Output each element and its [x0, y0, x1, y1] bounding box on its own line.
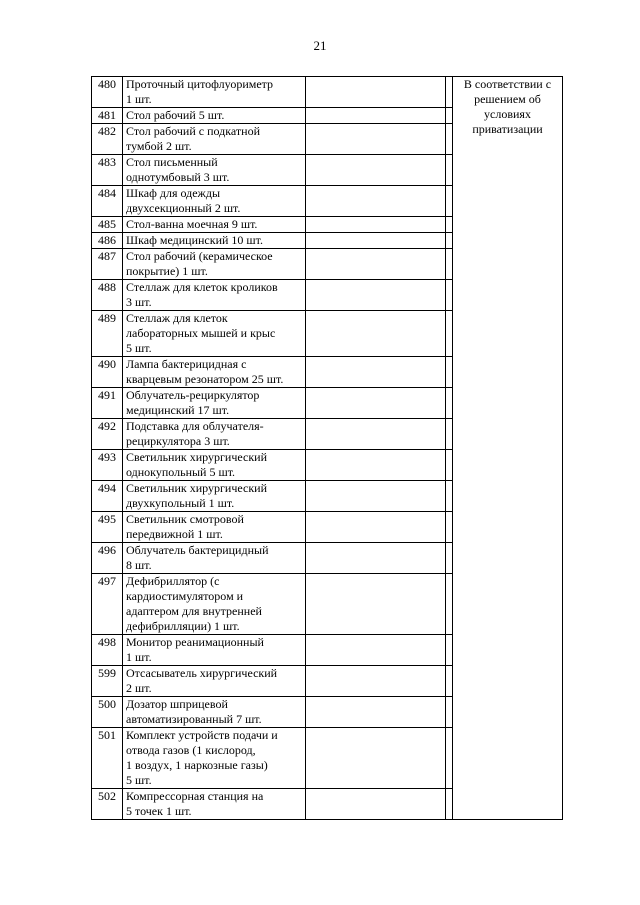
row-number: 502 [92, 789, 123, 820]
item-name-line: Лампа бактерицидная с [126, 357, 247, 371]
empty-cell [446, 388, 453, 419]
empty-cell [446, 357, 453, 388]
empty-cell [446, 697, 453, 728]
item-name-line: кардиостимулятором и [126, 589, 244, 603]
item-name-line: дефибрилляции) 1 шт. [126, 619, 240, 633]
item-name-line: медицинский 17 шт. [126, 403, 230, 417]
item-name-cell [123, 450, 306, 481]
item-name-line: Комплект устройств подачи и [126, 728, 278, 742]
empty-cell [446, 249, 453, 280]
empty-cell [306, 155, 446, 186]
item-name-line: Стол-ванна моечная 9 шт. [126, 217, 258, 231]
item-name-cell [123, 124, 306, 155]
row-number: 496 [92, 543, 123, 574]
item-name-line: Облучатель-рециркулятор [126, 388, 260, 402]
row-number: 498 [92, 635, 123, 666]
row-number: 492 [92, 419, 123, 450]
row-number: 480 [92, 77, 123, 108]
item-name-line: 1 шт. [126, 92, 152, 106]
item-name-line: кварцевым резонатором 25 шт. [126, 372, 284, 386]
row-number: 483 [92, 155, 123, 186]
empty-cell [306, 108, 446, 124]
row-number: 485 [92, 217, 123, 233]
item-name-cell [123, 311, 306, 357]
empty-cell [306, 217, 446, 233]
item-name-line: 5 шт. [126, 773, 152, 787]
row-number: 491 [92, 388, 123, 419]
item-name-line: Дозатор шприцевой [126, 697, 228, 711]
item-name-cell [123, 543, 306, 574]
row-number: 500 [92, 697, 123, 728]
empty-cell [306, 388, 446, 419]
item-name-line: Светильник смотровой [126, 512, 244, 526]
item-name-line: Светильник хирургический [126, 481, 267, 495]
item-name-line: лабораторных мышей и крыс [126, 326, 276, 340]
empty-cell [446, 481, 453, 512]
item-name-line: Стол письменный [126, 155, 218, 169]
item-name-line: Отсасыватель хирургический [126, 666, 278, 680]
empty-cell [306, 124, 446, 155]
empty-cell [446, 217, 453, 233]
item-name-cell [123, 481, 306, 512]
item-name-line: Компрессорная станция на [126, 789, 264, 803]
empty-cell [446, 233, 453, 249]
empty-cell [446, 108, 453, 124]
item-name-line: Шкаф для одежды [126, 186, 221, 200]
empty-cell [306, 249, 446, 280]
empty-cell [306, 635, 446, 666]
item-name-cell [123, 77, 306, 108]
row-number: 490 [92, 357, 123, 388]
item-name-line: Стол рабочий 5 шт. [126, 108, 225, 122]
item-name-line: Стеллаж для клеток [126, 311, 228, 325]
empty-cell [446, 77, 453, 108]
item-name-cell [123, 419, 306, 450]
item-name-cell [123, 249, 306, 280]
item-name-cell [123, 217, 306, 233]
empty-cell [446, 789, 453, 820]
item-name-line: Шкаф медицинский 10 шт. [126, 233, 263, 247]
row-number: 493 [92, 450, 123, 481]
item-name-cell [123, 155, 306, 186]
item-name-line: однотумбовый 3 шт. [126, 170, 230, 184]
item-name-cell [123, 666, 306, 697]
item-name-cell [123, 388, 306, 419]
item-name-line: адаптером для внутренней [126, 604, 262, 618]
row-number: 501 [92, 728, 123, 789]
empty-cell [306, 77, 446, 108]
row-number: 599 [92, 666, 123, 697]
empty-cell [306, 574, 446, 635]
row-number: 481 [92, 108, 123, 124]
empty-cell [306, 233, 446, 249]
row-number: 486 [92, 233, 123, 249]
privatization-note: В соответствии с решением об условиях приватизации [453, 77, 563, 820]
item-name-line: Стол рабочий (керамическое [126, 249, 273, 263]
item-name-line: Дефибриллятор (с [126, 574, 220, 588]
empty-cell [446, 124, 453, 155]
item-name-line: двухкупольный 1 шт. [126, 496, 235, 510]
item-name-line: рециркулятора 3 шт. [126, 434, 230, 448]
row-number: 497 [92, 574, 123, 635]
empty-cell [306, 697, 446, 728]
row-number: 494 [92, 481, 123, 512]
property-table [91, 76, 563, 820]
item-name-line: Светильник хирургический [126, 450, 267, 464]
item-name-line: Подставка для облучателя- [126, 419, 264, 433]
empty-cell [446, 666, 453, 697]
empty-cell [446, 450, 453, 481]
item-name-line: передвижной 1 шт. [126, 527, 223, 541]
empty-cell [306, 481, 446, 512]
item-name-cell [123, 233, 306, 249]
item-name-line: 8 шт. [126, 558, 152, 572]
empty-cell [446, 574, 453, 635]
empty-cell [446, 543, 453, 574]
item-name-cell [123, 108, 306, 124]
empty-cell [446, 155, 453, 186]
item-name-line: Облучатель бактерицидный [126, 543, 269, 557]
item-name-line: 5 шт. [126, 341, 152, 355]
item-name-cell [123, 186, 306, 217]
empty-cell [306, 450, 446, 481]
page-number: 21 [313, 38, 327, 53]
empty-cell [306, 280, 446, 311]
item-name-line: Проточный цитофлуориметр [126, 77, 274, 91]
item-name-cell [123, 574, 306, 635]
item-name-line: Стеллаж для клеток кроликов [126, 280, 278, 294]
row-number: 482 [92, 124, 123, 155]
row-number: 484 [92, 186, 123, 217]
item-name-line: автоматизированный 7 шт. [126, 712, 262, 726]
item-name-line: 5 точек 1 шт. [126, 804, 192, 818]
item-name-line: 1 шт. [126, 650, 152, 664]
item-name-cell [123, 280, 306, 311]
empty-cell [446, 311, 453, 357]
empty-cell [306, 419, 446, 450]
empty-cell [446, 419, 453, 450]
item-name-line: 2 шт. [126, 681, 152, 695]
item-name-cell [123, 635, 306, 666]
row-number: 488 [92, 280, 123, 311]
item-name-cell [123, 512, 306, 543]
item-name-cell [123, 728, 306, 789]
empty-cell [446, 280, 453, 311]
empty-cell [306, 543, 446, 574]
empty-cell [446, 728, 453, 789]
empty-cell [446, 186, 453, 217]
empty-cell [306, 666, 446, 697]
item-name-cell [123, 789, 306, 820]
item-name-line: покрытие) 1 шт. [126, 264, 208, 278]
item-name-line: тумбой 2 шт. [126, 139, 192, 153]
item-name-line: Стол рабочий с подкатной [126, 124, 261, 138]
empty-cell [306, 789, 446, 820]
item-name-line: отвода газов (1 кислород, [126, 743, 256, 757]
item-name-line: 1 воздух, 1 наркозные газы) [126, 758, 268, 772]
row-number: 487 [92, 249, 123, 280]
empty-cell [306, 728, 446, 789]
row-number: 489 [92, 311, 123, 357]
empty-cell [306, 186, 446, 217]
item-name-cell [123, 357, 306, 388]
item-name-cell [123, 697, 306, 728]
item-name-line: однокупольный 5 шт. [126, 465, 236, 479]
item-name-line: 3 шт. [126, 295, 152, 309]
item-name-line: Монитор реанимационный [126, 635, 264, 649]
empty-cell [306, 311, 446, 357]
empty-cell [306, 357, 446, 388]
table-row [92, 77, 563, 108]
empty-cell [446, 635, 453, 666]
empty-cell [446, 512, 453, 543]
item-name-line: двухсекционный 2 шт. [126, 201, 241, 215]
empty-cell [306, 512, 446, 543]
row-number: 495 [92, 512, 123, 543]
